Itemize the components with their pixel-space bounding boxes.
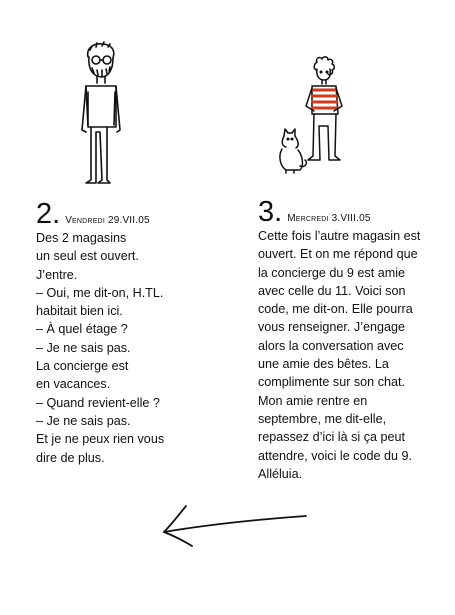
text-line: une amie des bêtes. La bbox=[258, 357, 389, 372]
text-line: avec celle du 11. Voici son bbox=[258, 283, 406, 298]
entry-2-date: Vendredi 29.VII.05 bbox=[65, 215, 150, 226]
journal-entry-3 bbox=[258, 196, 421, 483]
text-line: complimente sur son chat. bbox=[258, 375, 405, 390]
text-line: Et je ne peux rien vous bbox=[36, 432, 165, 447]
entry-3-date: Mercredi 3.VIII.05 bbox=[287, 213, 371, 224]
text-line: La concierge est bbox=[36, 359, 129, 374]
woman-and-cat-sketch bbox=[272, 56, 352, 191]
text-line: la concierge du 9 est amie bbox=[258, 265, 406, 280]
text-line: Cette fois l’autre magasin est bbox=[258, 229, 421, 243]
text-line: – Je ne sais pas. bbox=[36, 413, 131, 428]
text-line: ouvert. Et on me répond que bbox=[258, 247, 418, 262]
entry-3-heading bbox=[258, 196, 420, 228]
text-line: Alléluia. bbox=[258, 466, 303, 481]
man-sketch bbox=[72, 40, 132, 195]
text-line: attendre, voici le code du 9. bbox=[258, 448, 413, 463]
text-line: – À quel étage ? bbox=[36, 322, 128, 337]
text-line: un seul est ouvert. bbox=[36, 249, 139, 264]
text-line: en vacances. bbox=[36, 377, 111, 392]
entry-3-text bbox=[258, 227, 420, 483]
text-line: repassez d’ici là si ça peut bbox=[258, 430, 405, 445]
text-line: Mon amie rentre en bbox=[258, 393, 368, 408]
text-line: – Quand revient-elle ? bbox=[36, 395, 160, 410]
text-line: Des 2 magasins bbox=[36, 231, 127, 245]
entry-2-text bbox=[36, 229, 164, 467]
text-line: J’entre. bbox=[36, 267, 78, 282]
text-line: dire de plus. bbox=[36, 450, 105, 465]
text-line: – Je ne sais pas. bbox=[36, 340, 131, 355]
entry-3-number: 3. bbox=[258, 196, 283, 228]
text-line: vous renseigner. J’engage bbox=[258, 320, 406, 335]
text-line: septembre, me dit-elle, bbox=[258, 411, 387, 426]
text-line: code, me dit-on. Elle pourra bbox=[258, 302, 413, 317]
text-line: habitait bien ici. bbox=[36, 304, 123, 319]
entry-2-heading bbox=[36, 198, 164, 230]
entry-2-number: 2. bbox=[36, 198, 61, 230]
left-arrow-sketch bbox=[160, 500, 310, 555]
text-line: alors la conversation avec bbox=[258, 338, 404, 353]
text-line: – Oui, me dit-on, H.TL. bbox=[36, 285, 164, 300]
journal-entry-2 bbox=[36, 198, 165, 467]
